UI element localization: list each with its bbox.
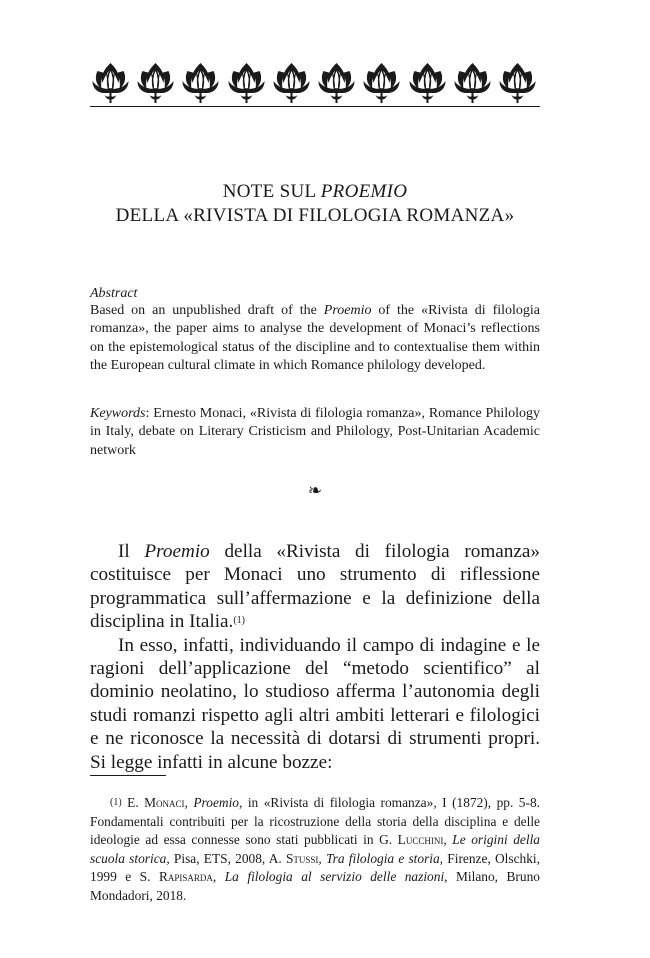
footnote-reference[interactable]: (1): [233, 615, 246, 627]
lotus-fleuron-icon: [271, 59, 312, 105]
footnote: $^{(1)}$ E. Monaci, Proemio, in «Rivista di filologia romanza», I (1872), pp. 5-8. Fondamentali contribuiti per la ricostruzione della storia della disciplina e delle ideologie ad essa connesse sono stati pubblicati in G. Lucchini, Le origini della scuola storica, Pisa, ETS, 2008, A. Stussi, Tra filologia e storia, Firenze, Olschki, 1999 e S. Rapisarda, La filologia al servizio delle nazioni, Milano, Bruno Mondadori, 2018.: [90, 795, 540, 903]
keywords: Keywords: Ernesto Monaci, «Rivista di filologia romanza», Romance Philology in Italy, debate on Literary Cristicism and Philology, Post-Unitarian Academic network: [90, 406, 540, 458]
lotus-fleuron-icon: [180, 59, 221, 105]
abstract-heading: Abstract: [90, 286, 138, 301]
paragraph: Il Proemio della «Rivista di filologia romanza» costituisce per Monaci uno strumento di riflessione programmatica sull’affermazione e la definizione della disciplina in Italia.$^{(1)}$: [90, 541, 540, 633]
lotus-fleuron-icon: [90, 59, 131, 105]
lotus-fleuron-icon: [452, 59, 493, 105]
fleuron-icon: ❧: [307, 481, 323, 501]
lotus-fleuron-icon: [407, 59, 448, 105]
article-title-line-1: NOTE SUL PROEMIO: [222, 181, 408, 202]
ornament-band: [90, 57, 538, 105]
header-rule: [90, 106, 540, 107]
main-text: [90, 540, 540, 774]
paragraph: In esso, infatti, individuando il campo di indagine e le ragioni dell’applicazione del “metodo scientifico” al dominio neolatino, lo studioso afferma l’autonomia degli studi romanzi rispetto agli altri ambiti letterari e filologici e ne riconosce la necessità di dotarsi di strumenti propri. Si legge infatti in alcune bozze:: [90, 634, 540, 773]
article-title-line-2: DELLA «RIVISTA DI FILOLOGIA ROMANZA»: [115, 205, 515, 226]
lotus-fleuron-icon: [361, 59, 402, 105]
lotus-fleuron-icon: [226, 59, 267, 105]
lotus-fleuron-icon: [135, 59, 176, 105]
abstract-body: Based on an unpublished draft of the Proemio of the «Rivista di filologia romanza», the paper aims to analyse the development of Monaci’s reflections on the epistemological status of the discipline and to contextualise them within the European cultural climate in which Romance philology developed.: [90, 303, 541, 374]
footnote-mark: (1): [110, 797, 122, 808]
footnote-rule: [90, 775, 166, 776]
lotus-fleuron-icon: [497, 59, 538, 105]
lotus-fleuron-icon: [316, 59, 357, 105]
